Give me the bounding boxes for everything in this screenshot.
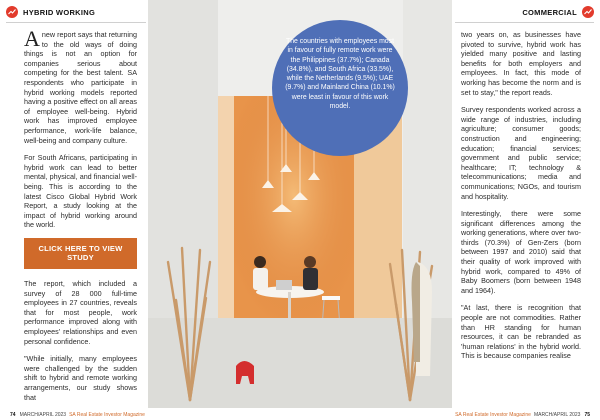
intro-paragraph	[24, 26, 137, 145]
page-number-left: 74	[10, 412, 16, 418]
header-divider-left	[6, 22, 146, 23]
paragraph: "While initially, many employees were challenged by the sudden shift to hybrid and remote working arrangements, our study shows that	[24, 354, 137, 402]
header-divider-right	[455, 22, 594, 23]
paragraph: Interestingly, there were some significant differences among the working generations, where over two-thirds (70.3%) of Gen-Zers (born between 1997 and 2010) said that their quality of work improved with hybrid work, compared to 49% of Baby Boomers (born between 1948 and 1964).	[461, 209, 581, 295]
magazine-name-right: SA Real Estate Investor Magazine	[455, 412, 531, 418]
left-footer	[6, 412, 145, 418]
drop-cap: A	[24, 26, 40, 51]
view-study-button[interactable]: CLICK HERE TO VIEW STUDY	[24, 238, 137, 269]
left-header	[6, 4, 95, 20]
right-article-column	[461, 30, 581, 369]
paragraph: Survey respondents worked across a wide range of industries, including agriculture; consumer goods; construction and engineering; education; financial services; government and public service; healthcare; IT; technology & telecommunications; media and communications; NGOs, and tourism and hospitality.	[461, 105, 581, 201]
trend-logo-icon-right	[582, 6, 594, 18]
trend-logo-icon	[6, 6, 18, 18]
paragraph: The report, which included a survey of 28 000 full-time employees in 27 countries, reveals that for most people, work performance improved along with employees' relationships and even personal confidence.	[24, 279, 137, 346]
pull-quote-bubble	[272, 20, 408, 156]
paragraph: "At last, there is recognition that people are not commodities. Rather than HR standing for human resources, it can be rebranded as 'human relations' in the hybrid world. This is because companies realise	[461, 303, 581, 361]
pull-quote-text: The countries with employees most in favour of fully remote work were the Philippines (37.7%); Canada (34.8%), and South Africa (33.5%), while the Netherlands (9.5%); UAE (9.7%) and Mainland China (10.1%) were least in favour of this work model.	[285, 38, 395, 111]
section-title-right: COMMERCIAL	[522, 7, 577, 17]
magazine-name-left: SA Real Estate Investor Magazine	[69, 412, 145, 418]
paragraph: two years on, as businesses have pivoted to survive, hybrid work has yielded many positive and lasting benefits for both employers and employees. In fact, this mode of working has become the norm and is set to stay," the report reads.	[461, 30, 581, 97]
issue-date-right: MARCH/APRIL 2023	[533, 412, 581, 418]
intro-text: new report says that returning to the old ways of doing things is not an option for companies serious about competing for the best talent. SA respondents who participate in hybrid working models reported having a positive effect on all areas of employee well-being. Hybrid work has improved employee performance, work-life balance, well-being and company culture.	[24, 30, 137, 145]
issue-date-left: MARCH/APRIL 2023	[19, 412, 67, 418]
page-number-right: 75	[584, 412, 590, 418]
section-title-left: HYBRID WORKING	[23, 7, 96, 17]
paragraph: For South Africans, participating in hybrid work can lead to better mental, physical, and financial well-being. This is according to the latest Cisco Global Hybrid Work Report, a study looking at the impact of hybrid working around the world.	[24, 153, 137, 230]
left-article-column	[24, 26, 137, 410]
office-photo	[148, 0, 452, 408]
right-header	[522, 4, 594, 20]
right-footer	[455, 412, 594, 418]
